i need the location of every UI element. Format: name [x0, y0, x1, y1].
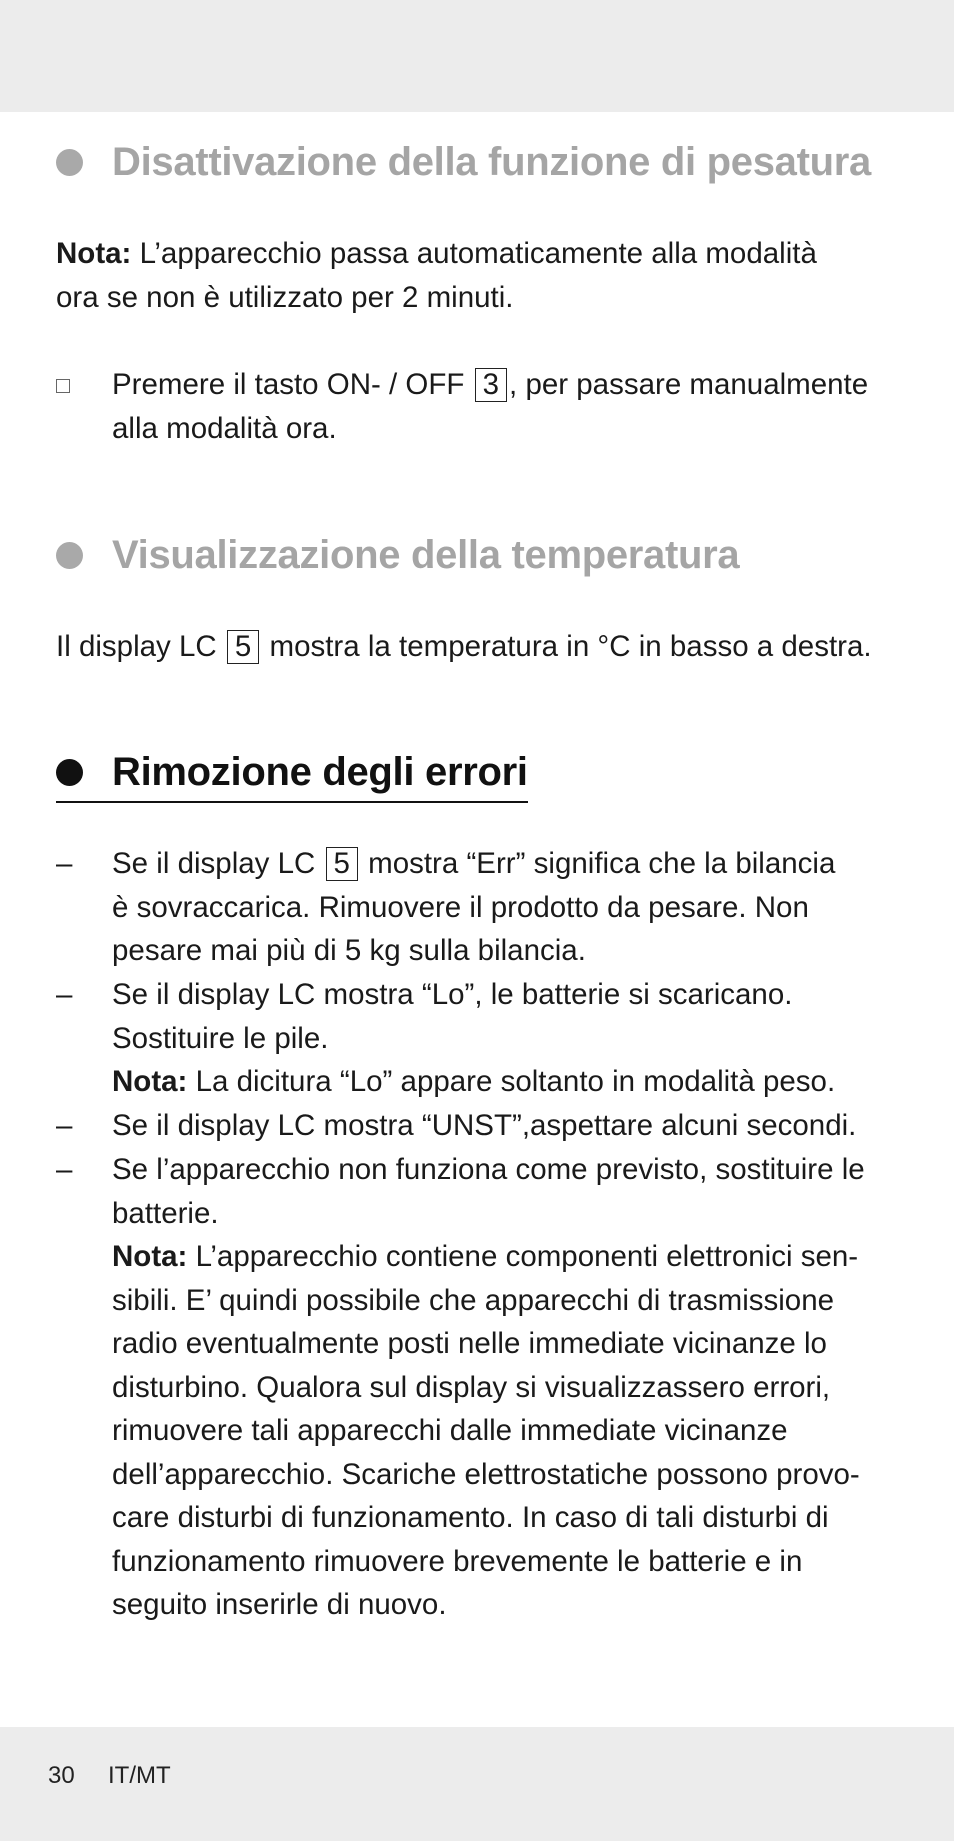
- item-note-line: sibili. E’ quindi possibile che apparecchi di trasmissione: [112, 1283, 835, 1317]
- dash-marker: –: [56, 978, 73, 1011]
- key-reference-5: 5: [227, 630, 259, 664]
- note-label: Nota:: [56, 237, 132, 270]
- section-heading-temperature: [56, 533, 739, 578]
- dash-marker: –: [56, 1153, 73, 1186]
- note-label: Nota:: [112, 1065, 188, 1098]
- list-item-unst: [56, 1104, 906, 1148]
- language-code: IT/MT: [108, 1762, 171, 1789]
- item-note-line: disturbino. Qualora sul display si visualizzassero errori,: [112, 1370, 831, 1404]
- key-reference-3: 3: [475, 368, 507, 402]
- bullet-dot-icon: [56, 542, 83, 569]
- dash-marker: –: [56, 1109, 73, 1142]
- item-line: batterie.: [112, 1196, 219, 1230]
- item-text: Se il display LC: [112, 847, 324, 880]
- paragraph-text: mostra la temperatura in °C in basso a destra.: [261, 630, 872, 663]
- item-note: [112, 1235, 952, 1279]
- section-heading-weighing-off: [56, 140, 871, 185]
- item-line: [112, 842, 952, 886]
- item-line: Se l’apparecchio non funziona come previsto, sostituire le: [112, 1153, 865, 1186]
- heading-text: Disattivazione della funzione di pesatura: [112, 140, 871, 184]
- instruction-step: [56, 363, 906, 450]
- section-heading-troubleshooting: [56, 750, 528, 803]
- item-note: [112, 1060, 952, 1104]
- item-line: pesare mai più di 5 kg sulla bilancia.: [112, 934, 586, 967]
- note-text: La dicitura “Lo” appare soltanto in modalità peso.: [187, 1065, 836, 1098]
- note-text: L’apparecchio contiene componenti elettronici sen-: [187, 1240, 859, 1273]
- page-number: 30: [48, 1762, 75, 1789]
- item-note-line: dell’apparecchio. Scariche elettrostatiche possono provo-: [112, 1457, 860, 1491]
- list-item-err: [56, 842, 906, 973]
- item-line: Se il display LC mostra “Lo”, le batterie si scaricano.: [112, 978, 793, 1011]
- heading-text: Visualizzazione della temperatura: [112, 533, 740, 577]
- list-item-malfunction: [56, 1148, 906, 1627]
- item-note-line: funzionamento rimuovere brevemente le batterie e in: [112, 1544, 803, 1578]
- top-margin-band: [0, 0, 954, 112]
- temperature-paragraph: [56, 625, 906, 669]
- list-item-lo: [56, 973, 906, 1104]
- bullet-dot-icon: [56, 759, 83, 786]
- item-line: Sostituire le pile.: [112, 1021, 329, 1055]
- note-paragraph: [56, 232, 906, 319]
- item-text: mostra “Err” significa che la bilancia: [359, 847, 836, 880]
- item-note-line: radio eventualmente posti nelle immediate vicinanze lo: [112, 1327, 827, 1360]
- step-line: alla modalità ora.: [112, 411, 337, 445]
- note-line: ora se non è utilizzato per 2 minuti.: [56, 280, 514, 314]
- note-label: Nota:: [112, 1240, 188, 1273]
- note-text: L’apparecchio passa automaticamente alla modalità: [131, 237, 817, 270]
- bullet-dot-icon: [56, 149, 83, 176]
- step-text: Premere il tasto ON- / OFF: [112, 368, 473, 401]
- key-reference-5: 5: [326, 847, 358, 881]
- item-line: è sovraccarica. Rimuovere il prodotto da pesare. Non: [112, 890, 809, 924]
- step-line: [112, 363, 952, 407]
- item-note-line: care disturbi di funzionamento. In caso di tali disturbi di: [112, 1501, 829, 1534]
- dash-marker: –: [56, 847, 73, 880]
- paragraph-text: Il display LC: [56, 630, 225, 663]
- heading-text: Rimozione degli errori: [112, 750, 528, 794]
- item-note-line: seguito inserirle di nuovo.: [112, 1588, 447, 1621]
- step-text: , per passare manualmente: [509, 368, 869, 401]
- item-line: Se il display LC mostra “UNST”,aspettare alcuni secondi.: [112, 1109, 857, 1142]
- item-note-line: rimuovere tali apparecchi dalle immediate vicinanze: [112, 1414, 788, 1447]
- checkbox-square-icon: [56, 363, 96, 407]
- note-line: [56, 232, 906, 276]
